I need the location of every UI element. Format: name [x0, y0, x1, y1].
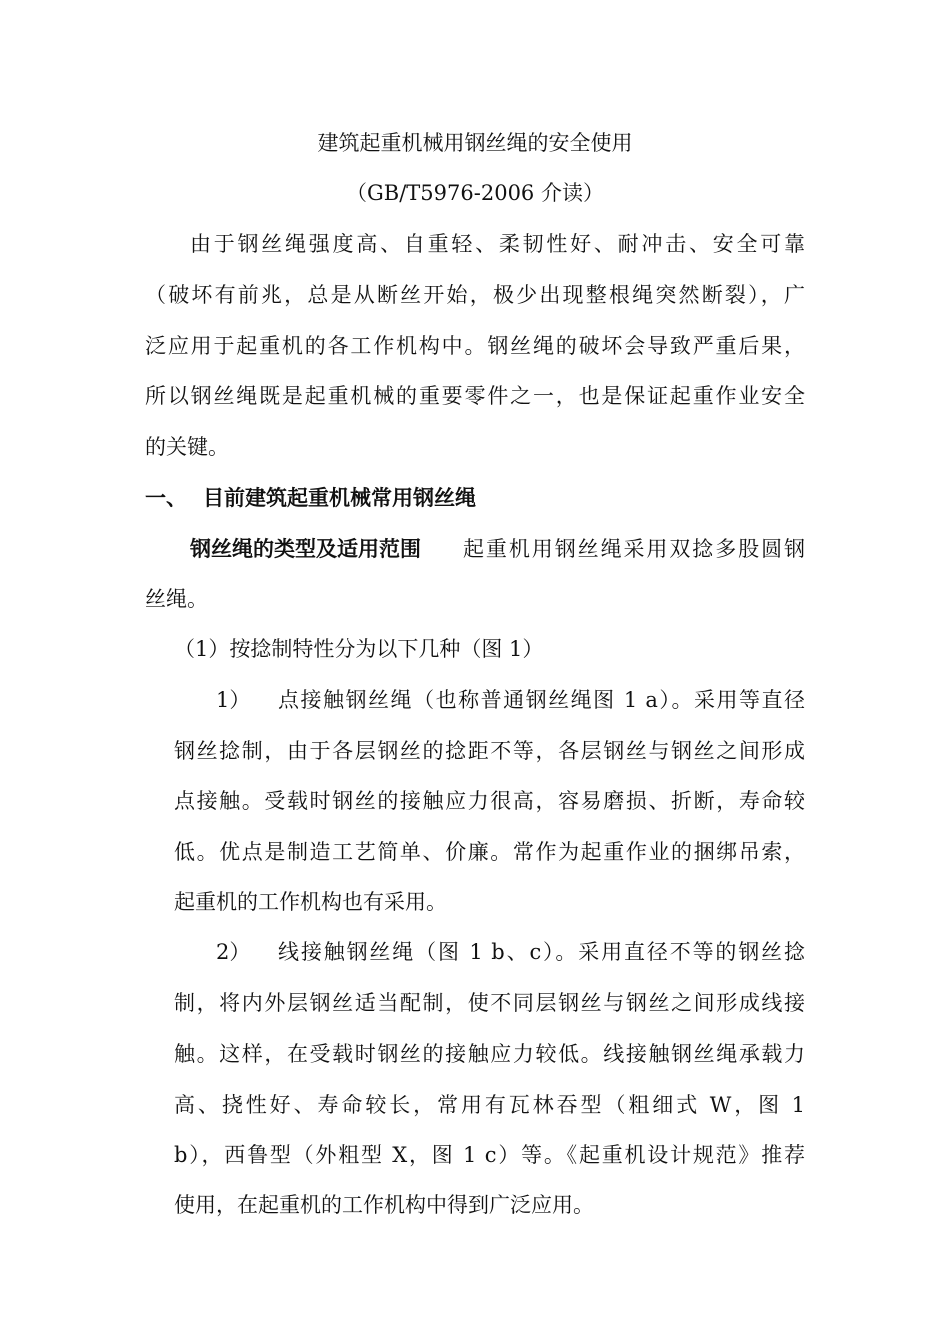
item-first-line: 点接触钢丝绳（也称普通钢丝绳图 1 a）。采用等直径	[278, 688, 805, 712]
intro-line: 所以钢丝绳既是起重机械的重要零件之一，也是保证起重作业安全	[145, 384, 805, 408]
item-line: 制，将内外层钢丝适当配制，使不同层钢丝与钢丝之间形成线接	[174, 991, 805, 1015]
types-label: 钢丝绳的类型及适用范围	[190, 536, 421, 561]
item-line: 使用，在起重机的工作机构中得到广泛应用。	[174, 1193, 594, 1217]
item-line: 触。这样，在受载时钢丝的接触应力较低。线接触钢丝绳承载力	[174, 1042, 805, 1066]
types-text-continued: 丝绳。	[145, 587, 208, 611]
item-line: 点接触。受载时钢丝的接触应力很高，容易磨损、折断，寿命较	[174, 789, 805, 813]
section-number: 一、	[145, 485, 187, 510]
document-title: 建筑起重机械用钢丝绳的安全使用	[317, 131, 633, 155]
section-title: 目前建筑起重机械常用钢丝绳	[203, 485, 476, 510]
document-subtitle: （GB/T5976-2006 介读）	[346, 181, 604, 205]
item-number: 1）	[216, 688, 251, 712]
intro-line: 泛应用于起重机的各工作机构中。钢丝绳的破坏会导致严重后果，	[145, 334, 805, 358]
item-line: 高、挠性好、寿命较长，常用有瓦林吞型（粗细式 W，图 1	[174, 1093, 805, 1117]
types-text: 起重机用钢丝绳采用双捻多股圆钢	[463, 537, 805, 561]
intro-line: （破坏有前兆，总是从断丝开始，极少出现整根绳突然断裂），广	[145, 283, 805, 307]
intro-line: 由于钢丝绳强度高、自重轻、柔韧性好、耐冲击、安全可靠	[190, 232, 805, 256]
item-first-line: 线接触钢丝绳（图 1 b、c）。采用直径不等的钢丝捻	[278, 940, 805, 964]
classification-line: （1）按捻制特性分为以下几种（图 1）	[174, 637, 544, 661]
item-number: 2）	[216, 940, 251, 964]
item-line: 钢丝捻制，由于各层钢丝的捻距不等，各层钢丝与钢丝之间形成	[174, 739, 805, 763]
item-line: b），西鲁型（外粗型 X，图 1 c）等。《起重机设计规范》推荐	[174, 1143, 805, 1167]
item-line: 低。优点是制造工艺简单、价廉。常作为起重作业的捆绑吊索，	[174, 840, 805, 864]
intro-line: 的关键。	[145, 435, 229, 459]
item-line: 起重机的工作机构也有采用。	[174, 890, 447, 914]
